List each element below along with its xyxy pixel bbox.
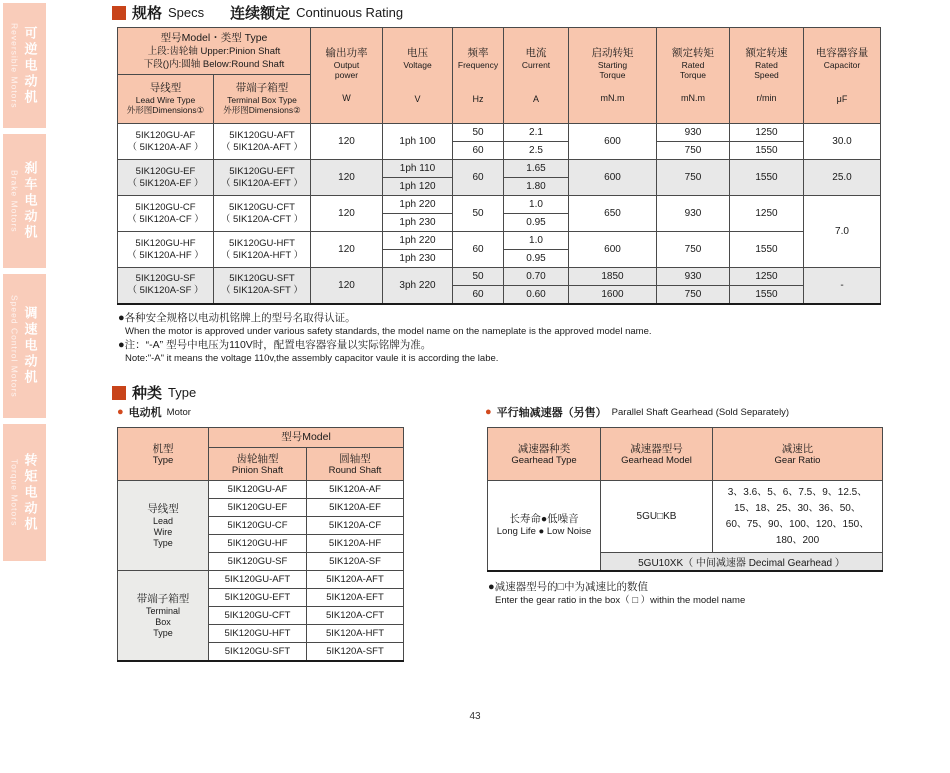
model-cell: 5IK120GU-CFT bbox=[209, 607, 307, 625]
sidebar-tab-torque-motors[interactable] bbox=[3, 424, 46, 561]
current-cell: 2.5 bbox=[504, 142, 569, 160]
current-cell: 1.80 bbox=[504, 178, 569, 196]
model-lead-cell: 5IK120GU-EF （ 5IK120A-EF ） bbox=[118, 160, 214, 196]
rated-torque-cell: 930 bbox=[657, 124, 730, 142]
model-terminal-cell: 5IK120GU-HFT （ 5IK120A-HFT ） bbox=[214, 232, 311, 268]
model-cell: 5IK120A-AFT bbox=[307, 571, 404, 589]
starting-torque-cell: 1600 bbox=[569, 286, 657, 304]
model-lead-cell: 5IK120GU-CF （ 5IK120A-CF ） bbox=[118, 196, 214, 232]
sidebar-tab-reversible-motors[interactable] bbox=[3, 3, 46, 128]
sidebar-tab-brake-motors[interactable] bbox=[3, 134, 46, 268]
current-cell: 0.95 bbox=[504, 250, 569, 268]
voltage-cell: 1ph 110 bbox=[383, 160, 453, 178]
gearhead-type-cell: 长寿命●低噪音 Long Life ● Low Noise bbox=[488, 481, 601, 571]
model-cell: 5IK120A-CFT bbox=[307, 607, 404, 625]
model-cell: 5IK120GU-EF bbox=[209, 499, 307, 517]
model-lead-cell: 5IK120GU-HF （ 5IK120A-HF ） bbox=[118, 232, 214, 268]
header-rated-speed: 额定转速 Rated Speed r/min bbox=[730, 28, 804, 124]
specs-subtitle-zh: 连续额定 bbox=[230, 5, 291, 22]
terminal-box-type-label: 带端子箱型 Terminal Box Type bbox=[118, 571, 209, 661]
gearhead-note: ●减速器型号的□中为减速比的数值 Enter the gear ratio in the box（ □ ）within the model name bbox=[488, 581, 746, 606]
model-cell: 5IK120A-AF bbox=[307, 481, 404, 499]
frequency-cell: 50 bbox=[453, 268, 504, 286]
starting-torque-cell: 650 bbox=[569, 196, 657, 232]
voltage-cell: 1ph 230 bbox=[383, 214, 453, 232]
tab-label-zh: 可逆电动机 bbox=[22, 25, 38, 106]
rated-torque-cell: 750 bbox=[657, 232, 730, 268]
gearhead-model-cell: 5GU□KB bbox=[601, 481, 713, 553]
tab-label-en: Torque Motors bbox=[9, 458, 20, 527]
motor-subsection-label: ● 电动机 Motor bbox=[117, 405, 191, 419]
starting-torque-cell: 600 bbox=[569, 124, 657, 160]
capacitor-cell: 30.0 bbox=[804, 124, 881, 160]
frequency-cell: 60 bbox=[453, 286, 504, 304]
capacitor-cell: - bbox=[804, 268, 881, 304]
model-cell: 5IK120A-HF bbox=[307, 535, 404, 553]
output-power-cell: 120 bbox=[311, 268, 383, 304]
header-model-type: 型号Model・类型 Type 上段:齿轮轴 Upper:Pinion Shaft 下段()内:圆轴 Below:Round Shaft bbox=[118, 28, 311, 75]
header-model: 型号Model bbox=[209, 428, 404, 448]
note-line: When the motor is approved under various safety standards, the model name on the nameplate is the approved model name. bbox=[125, 326, 652, 337]
note-line: Note:"-A" it means the voltage 110v,the assembly capacitor vaule it is according the labe. bbox=[125, 353, 499, 364]
rated-speed-cell: 1250 bbox=[730, 268, 804, 286]
model-cell: 5IK120GU-EFT bbox=[209, 589, 307, 607]
gear-ratio-cell: 3、3.6、5、6、7.5、9、12.5、15、18、25、30、36、50、60、75、90、100、120、150、180、200 bbox=[713, 481, 883, 553]
tab-label-en: Brake Motors bbox=[9, 169, 20, 233]
header-frequency: 频率 Frequency Hz bbox=[453, 28, 504, 124]
voltage-cell: 3ph 220 bbox=[383, 268, 453, 304]
motor-type-table bbox=[117, 427, 404, 662]
frequency-cell: 60 bbox=[453, 232, 504, 268]
output-power-cell: 120 bbox=[311, 124, 383, 160]
starting-torque-cell: 600 bbox=[569, 160, 657, 196]
header-terminal-box-type: 带端子箱型 Terminal Box Type 外形图Dimensions② bbox=[214, 75, 311, 124]
capacitor-cell: 7.0 bbox=[804, 196, 881, 268]
tab-label-zh: 转矩电动机 bbox=[22, 452, 38, 533]
rated-speed-cell: 1550 bbox=[730, 160, 804, 196]
specs-title-zh: 规格 bbox=[132, 5, 163, 22]
model-cell: 5IK120GU-AF bbox=[209, 481, 307, 499]
current-cell: 2.1 bbox=[504, 124, 569, 142]
rated-torque-cell: 930 bbox=[657, 196, 730, 232]
starting-torque-cell: 600 bbox=[569, 232, 657, 268]
model-cell: 5IK120GU-HF bbox=[209, 535, 307, 553]
header-voltage: 电压 Voltage V bbox=[383, 28, 453, 124]
header-gear-ratio: 减速比 Gear Ratio bbox=[713, 428, 883, 481]
header-gearhead-type: 减速器种类 Gearhead Type bbox=[488, 428, 601, 481]
model-lead-cell: 5IK120GU-SF （ 5IK120A-SF ） bbox=[118, 268, 214, 304]
header-output-power: 输出功率 Output power W bbox=[311, 28, 383, 124]
specs-section-title bbox=[112, 2, 403, 23]
model-terminal-cell: 5IK120GU-CFT （ 5IK120A-CFT ） bbox=[214, 196, 311, 232]
gearhead-subsection-label: ● 平行轴减速器（另售） Parallel Shaft Gearhead (Sold Separately) bbox=[485, 405, 790, 419]
model-cell: 5IK120A-EF bbox=[307, 499, 404, 517]
section-marker-square bbox=[112, 6, 126, 20]
output-power-cell: 120 bbox=[311, 232, 383, 268]
voltage-cell: 1ph 220 bbox=[383, 196, 453, 214]
tab-label-en: Speed Control Motors bbox=[9, 294, 20, 398]
type-section-title bbox=[112, 382, 196, 403]
specs-notes bbox=[118, 311, 652, 365]
output-power-cell: 120 bbox=[311, 196, 383, 232]
current-cell: 1.0 bbox=[504, 196, 569, 214]
specs-subtitle-en: Continuous Rating bbox=[296, 5, 404, 20]
model-lead-cell: 5IK120GU-AF （ 5IK120A-AF ） bbox=[118, 124, 214, 160]
rated-speed-cell: 1250 bbox=[730, 196, 804, 232]
decimal-gearhead-cell: 5GU10XK（ 中间减速器 Decimal Gearhead ） bbox=[601, 553, 883, 571]
voltage-cell: 1ph 100 bbox=[383, 124, 453, 160]
specs-title-en: Specs bbox=[168, 5, 205, 20]
tab-label-zh: 调速电动机 bbox=[22, 306, 38, 386]
rated-speed-cell: 1250 bbox=[730, 124, 804, 142]
model-cell: 5IK120A-SF bbox=[307, 553, 404, 571]
tab-label-zh: 刹车电动机 bbox=[22, 161, 38, 241]
header-gearhead-model: 减速器型号 Gearhead Model bbox=[601, 428, 713, 481]
model-cell: 5IK120GU-HFT bbox=[209, 625, 307, 643]
model-terminal-cell: 5IK120GU-EFT （ 5IK120A-EFT ） bbox=[214, 160, 311, 196]
header-lead-wire-type: 导线型 Lead Wire Type 外形图Dimensions① bbox=[118, 75, 214, 124]
model-cell: 5IK120A-CF bbox=[307, 517, 404, 535]
gearhead-table bbox=[487, 427, 883, 572]
frequency-cell: 60 bbox=[453, 142, 504, 160]
starting-torque-cell: 1850 bbox=[569, 268, 657, 286]
note-line: ●各种安全规格以电动机铭牌上的型号名取得认证。 bbox=[118, 312, 356, 324]
sidebar-tab-speed-control-motors[interactable] bbox=[3, 274, 46, 418]
header-capacitor: 电容器容量 Capacitor μF bbox=[804, 28, 881, 124]
rated-torque-cell: 750 bbox=[657, 286, 730, 304]
model-cell: 5IK120GU-SFT bbox=[209, 643, 307, 661]
header-starting-torque: 启动转矩 Starting Torque mN.m bbox=[569, 28, 657, 124]
model-terminal-cell: 5IK120GU-SFT （ 5IK120A-SFT ） bbox=[214, 268, 311, 304]
voltage-cell: 1ph 120 bbox=[383, 178, 453, 196]
model-terminal-cell: 5IK120GU-AFT （ 5IK120A-AFT ） bbox=[214, 124, 311, 160]
capacitor-cell: 25.0 bbox=[804, 160, 881, 196]
type-title-zh: 种类 bbox=[132, 385, 163, 402]
section-marker-square bbox=[112, 386, 126, 400]
header-pinion-shaft: 齿轮轴型 Pinion Shaft bbox=[209, 448, 307, 481]
tab-label-en: Reversible Motors bbox=[9, 22, 20, 109]
model-cell: 5IK120A-EFT bbox=[307, 589, 404, 607]
rated-speed-cell: 1550 bbox=[730, 286, 804, 304]
header-current: 电流 Current A bbox=[504, 28, 569, 124]
output-power-cell: 120 bbox=[311, 160, 383, 196]
page-number: 43 bbox=[469, 711, 481, 722]
current-cell: 0.60 bbox=[504, 286, 569, 304]
frequency-cell: 50 bbox=[453, 124, 504, 142]
rated-speed-cell: 1550 bbox=[730, 142, 804, 160]
header-rated-torque: 额定转矩 Rated Torque mN.m bbox=[657, 28, 730, 124]
current-cell: 1.0 bbox=[504, 232, 569, 250]
frequency-cell: 60 bbox=[453, 160, 504, 196]
model-cell: 5IK120A-HFT bbox=[307, 625, 404, 643]
type-title-en: Type bbox=[168, 385, 197, 400]
voltage-cell: 1ph 230 bbox=[383, 250, 453, 268]
continuous-rating-table bbox=[117, 27, 881, 305]
voltage-cell: 1ph 220 bbox=[383, 232, 453, 250]
model-cell: 5IK120A-SFT bbox=[307, 643, 404, 661]
rated-torque-cell: 750 bbox=[657, 142, 730, 160]
frequency-cell: 50 bbox=[453, 196, 504, 232]
header-machine-type: 机型 Type bbox=[118, 428, 209, 481]
rated-torque-cell: 750 bbox=[657, 160, 730, 196]
orange-bullet-icon: ● bbox=[117, 405, 124, 418]
model-cell: 5IK120GU-SF bbox=[209, 553, 307, 571]
lead-wire-type-label: 导线型 Lead Wire Type bbox=[118, 481, 209, 571]
orange-bullet-icon: ● bbox=[485, 405, 492, 418]
model-cell: 5IK120GU-AFT bbox=[209, 571, 307, 589]
rated-torque-cell: 930 bbox=[657, 268, 730, 286]
header-round-shaft: 圆轴型 Round Shaft bbox=[307, 448, 404, 481]
current-cell: 0.95 bbox=[504, 214, 569, 232]
current-cell: 0.70 bbox=[504, 268, 569, 286]
model-cell: 5IK120GU-CF bbox=[209, 517, 307, 535]
current-cell: 1.65 bbox=[504, 160, 569, 178]
rated-speed-cell: 1550 bbox=[730, 232, 804, 268]
note-line: ●注：“-A” 型号中电压为110V时，配置电容器容量以实际铭牌为准。 bbox=[118, 339, 432, 351]
